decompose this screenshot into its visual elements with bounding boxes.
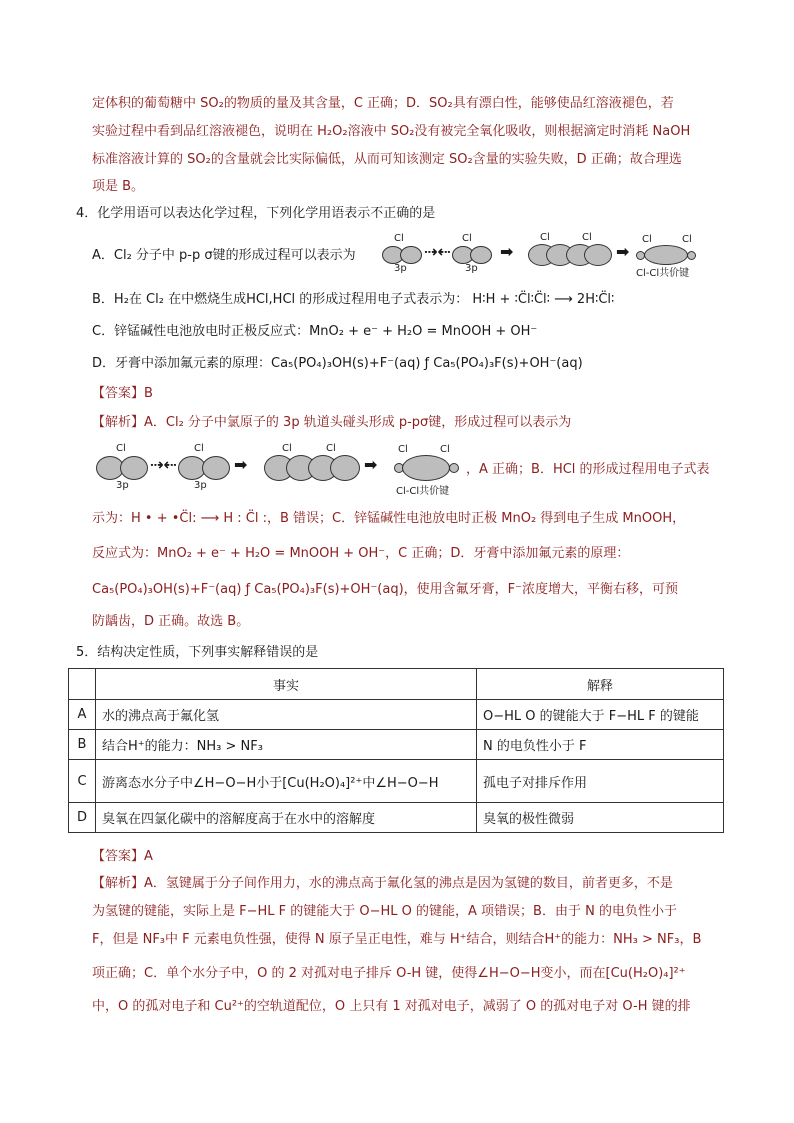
q4-option-b-text: B．H₂在 Cl₂ 在中燃烧生成HCl,HCl 的形成过程用电子式表示为： — [92, 292, 469, 307]
q4-explanation-2: ，A 正确；B．HCl 的形成过程用电子式表 — [466, 462, 710, 477]
table-row — [69, 760, 724, 803]
row-label: C — [69, 760, 96, 803]
table-row — [69, 730, 724, 760]
orbital-label-cl: Cl — [398, 444, 408, 455]
arrow-right-icon: ➡ — [234, 455, 248, 474]
row-reason: O−HL O 的键能大于 F−HL F 的键能 — [477, 700, 724, 730]
q4-explanation-4: 反应式为：MnO₂ + e⁻ + H₂O = MnOOH + OH⁻，C 正确；D．牙膏中添加氟元素的原理： — [92, 546, 630, 561]
q5-answer: 【答案】A — [92, 849, 153, 864]
orbital-label-cl: Cl — [194, 443, 204, 454]
intro-line-4: 项是 B。 — [92, 179, 145, 194]
q4-explanation-3: 示为：H • + •C̈l: ⟶ H : C̈l :，B 错误；C．锌锰碱性电池放电时正极 MnO₂ 得到电子生成 MnOOH， — [92, 511, 686, 526]
q5-explanation-2: 为氢键的键能，实际上是 F−HL F 的键能大于 O−HL O 的键能，A 项错误；B．由于 N 的电负性小于 — [92, 904, 677, 919]
q4-explanation-1: 【解析】A．Cl₂ 分子中氯原子的 3p 轨道头碰头形成 p-pσ键，形成过程可以表示为 — [92, 415, 572, 430]
q4-option-c: C．锌锰碱性电池放电时正极反应式：MnO₂ + e⁻ + H₂O = MnOOH + OH⁻ — [92, 324, 538, 339]
row-label: B — [69, 730, 96, 760]
orbital-label-3p: 3p — [116, 480, 129, 491]
row-reason: N 的电负性小于 F — [477, 730, 724, 760]
intro-line-3: 标准溶液计算的 SO₂的含量就会比实际偏低，从而可知该测定 SO₂含量的实验失败，D 正确；故合理选 — [92, 152, 682, 167]
orbital-label-cl: Cl — [682, 234, 692, 245]
row-reason: 臭氧的极性微弱 — [477, 803, 724, 833]
orbital-label-cl: Cl — [440, 444, 450, 455]
orbital-label-bond: Cl-Cl共价键 — [396, 486, 450, 497]
orbital-label-cl: Cl — [642, 234, 652, 245]
row-fact: 臭氧在四氯化碳中的溶解度高于在水中的溶解度 — [96, 803, 477, 833]
orbital-label-bond: Cl-Cl共价键 — [636, 268, 690, 279]
row-fact: 水的沸点高于氟化氢 — [96, 700, 477, 730]
q4-option-a: A．Cl₂ 分子中 p-p σ键的形成过程可以表示为 — [92, 248, 356, 263]
orbital-label-cl: Cl — [116, 443, 126, 454]
q4-answer: 【答案】B — [92, 386, 153, 401]
q5-explanation-3: F，但是 NF₃中 F 元素电负性强，使得 N 原子呈正电性，难与 H⁺结合，则结合H⁺的能力：NH₃ > NF₃，B — [92, 932, 702, 947]
q4-option-d: D．牙膏中添加氟元素的原理：Ca₅(PO₄)₃OH(s)+F⁻(aq) ƒ Ca₅(PO₄)₃F(s)+OH⁻(aq) — [92, 356, 583, 371]
q5-explanation-5: 中，O 的孤对电子和 Cu²⁺的空轨道配位，O 上只有 1 对孤对电子，减弱了 O 的孤对电子对 O-H 键的排 — [92, 999, 691, 1014]
orbital-label-cl: Cl — [326, 443, 336, 454]
orbital-label-cl: Cl — [540, 232, 550, 243]
arrow-right-icon: ➡ — [364, 455, 378, 474]
q4-option-b — [92, 290, 614, 310]
orbital-label-cl: Cl — [582, 232, 592, 243]
q5-explanation-4: 项正确；C．单个水分子中，O 的 2 对孤对电子排斥 O-H 键，使得∠H−O−H变小，而在[Cu(H₂O)₄]²⁺ — [92, 966, 686, 981]
q5-explanation-1: 【解析】A．氢键属于分子间作用力，水的沸点高于氟化氢的沸点是因为氢键的数目，前者更多，不是 — [92, 876, 673, 891]
orbital-label-3p: 3p — [394, 263, 407, 274]
arrow-approach-icon: ⇢⇠ — [150, 455, 177, 474]
q5-stem: 5．结构决定性质，下列事实解释错误的是 — [76, 645, 319, 660]
intro-line-2: 实验过程中看到品红溶液褪色，说明在 H₂O₂溶液中 SO₂没有被完全氧化吸收，则根据滴定时消耗 NaOH — [92, 124, 691, 139]
row-fact: 游离态水分子中∠H−O−H小于[Cu(H₂O)₄]²⁺中∠H−O−H — [96, 760, 477, 803]
table-header-row — [69, 669, 724, 700]
row-fact: 结合H⁺的能力：NH₃ > NF₃ — [96, 730, 477, 760]
row-label: A — [69, 700, 96, 730]
arrow-approach-icon: ⇢⇠ — [424, 242, 451, 261]
row-reason: 孤电子对排斥作用 — [477, 760, 724, 803]
intro-line-1: 定体积的葡萄糖中 SO₂的物质的量及其含量，C 正确；D．SO₂具有漂白性，能够使品红溶液褪色，若 — [92, 96, 674, 111]
orbital-label-3p: 3p — [194, 480, 207, 491]
table-header-cell: 解释 — [477, 669, 724, 700]
facts-table — [68, 668, 724, 833]
orbital-label-cl: Cl — [462, 233, 472, 244]
q4-explanation-6: 防龋齿，D 正确。故选 B。 — [92, 614, 250, 629]
arrow-right-icon: ➡ — [500, 242, 514, 261]
q4-option-b-formula: H∶H + ∶C̈l∶C̈l∶ ⟶ 2H∶C̈l∶ — [472, 292, 615, 307]
row-label: D — [69, 803, 96, 833]
table-header-cell: 事实 — [96, 669, 477, 700]
orbital-label-cl: Cl — [282, 443, 292, 454]
arrow-right-icon: ➡ — [616, 242, 630, 261]
table-row — [69, 700, 724, 730]
q4-stem: 4．化学用语可以表达化学过程，下列化学用语表示不正确的是 — [76, 206, 436, 221]
table-header-cell — [69, 669, 96, 700]
orbital-label-cl: Cl — [394, 233, 404, 244]
q4-explanation-5: Ca₅(PO₄)₃OH(s)+F⁻(aq) ƒ Ca₅(PO₄)₃F(s)+OH⁻(aq)，使用含氟牙膏，F⁻浓度增大，平衡右移，可预 — [92, 582, 679, 597]
table-row — [69, 803, 724, 833]
orbital-label-3p: 3p — [465, 263, 478, 274]
